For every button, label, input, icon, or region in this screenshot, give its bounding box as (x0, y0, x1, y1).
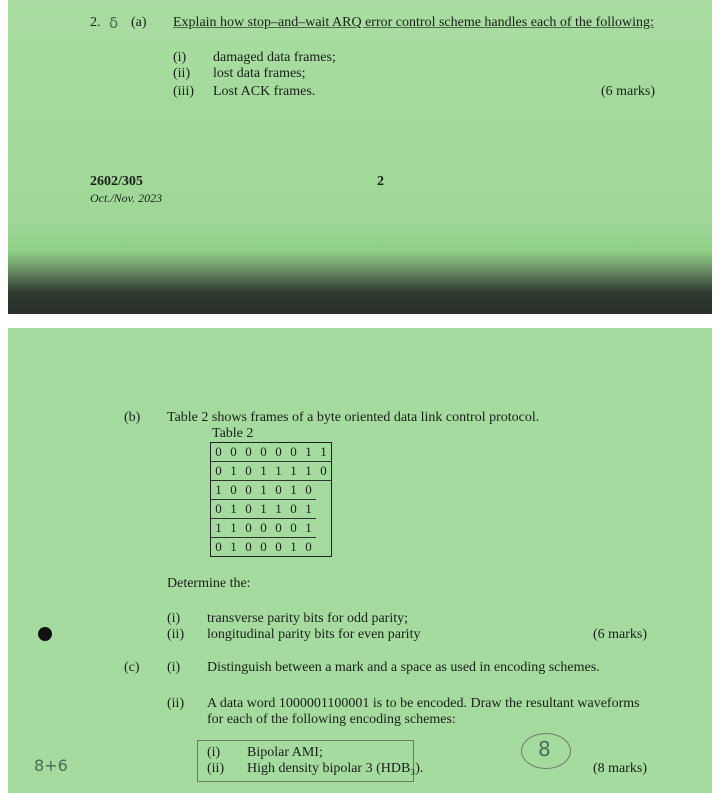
table-cell: 1 (271, 500, 286, 519)
table-cell: 0 (260, 539, 267, 554)
table-cell: 0 (286, 500, 301, 519)
question-number: 2. (90, 15, 101, 30)
part-c-ii-text-line1: A data word 1000001100001 is to be encoded. Draw the resultant waveforms (207, 696, 640, 711)
part-a-item-label: (iii) (173, 84, 194, 99)
part-b-marks: (6 marks) (593, 627, 648, 642)
part-c-marks: (8 marks) (593, 761, 648, 776)
part-a-item-text: damaged data frames; (213, 50, 336, 65)
table-row (211, 500, 332, 519)
table-cell: 1 (211, 519, 227, 538)
table-cell: 1 (286, 481, 301, 500)
part-b-label: (b) (124, 410, 141, 425)
table-cell: 1 (271, 462, 286, 481)
table-cell: 1 (256, 500, 271, 519)
table-cell: 0 (241, 462, 256, 481)
table-cell: 0 (271, 481, 286, 500)
table-cell: 0 (271, 519, 286, 538)
table-cell: 0 (256, 443, 271, 462)
table-cell: 1 (301, 443, 316, 462)
table-cell: 1 (211, 481, 227, 500)
part-c-ii-label: (ii) (167, 696, 185, 711)
table-cell: 0 (286, 443, 301, 462)
part-a-item-label: (ii) (173, 66, 191, 81)
scheme-label: (i) (207, 745, 221, 760)
table-cell: 0 (275, 539, 282, 554)
part-a-item-text: Lost ACK frames. (213, 84, 316, 99)
part-b-item-label: (ii) (167, 627, 185, 642)
handwritten-margin-note: 8+6 (34, 756, 68, 775)
table-cell: 0 (301, 481, 316, 500)
table-cell: 0 (241, 481, 256, 500)
table-cell: 1 (226, 519, 241, 538)
table-cell: 0 (211, 443, 227, 462)
table-cell: 1 (286, 462, 301, 481)
table-row (211, 443, 332, 462)
part-c-label: (c) (124, 660, 140, 675)
part-c-ii-text-line2: for each of the following encoding schemes: (207, 712, 456, 727)
table-cell: 0 (271, 443, 286, 462)
table-cell: 1 (290, 539, 297, 554)
part-c-i-text: Distinguish between a mark and a space as used in encoding schemes. (207, 660, 600, 675)
part-b-text: Table 2 shows frames of a byte oriented data link control protocol. (167, 410, 540, 425)
table-row (211, 462, 332, 481)
scheme-label: (ii) (207, 761, 225, 776)
table-row (211, 481, 332, 500)
table-cell: 0 (316, 462, 332, 481)
table-cell: 0 (241, 443, 256, 462)
table-cell: 0 (241, 519, 256, 538)
part-a-item-label: (i) (173, 50, 187, 65)
table-cell: 1 (230, 539, 237, 554)
exam-date: Oct./Nov. 2023 (90, 191, 163, 205)
determine-text: Determine the: (167, 576, 251, 591)
table-row (211, 519, 332, 538)
scheme-text: High density bipolar 3 (HDB₃). (247, 761, 424, 776)
paper-code: 2602/305 (90, 174, 143, 189)
table-caption: Table 2 (212, 426, 254, 441)
table-cell: 1 (256, 481, 271, 500)
table-cell: 1 (301, 462, 316, 481)
table-cell: 1 (256, 462, 271, 481)
table-cell: 0 (241, 500, 256, 519)
table-cell: 1 (316, 443, 332, 462)
handwritten-circled-score: 8 (538, 737, 551, 761)
part-c-i-label: (i) (167, 660, 181, 675)
table-row (211, 538, 332, 557)
handwritten-mark-top: δ (109, 14, 119, 32)
table-cell: 0 (215, 539, 222, 554)
part-a-item-text: lost data frames; (213, 66, 306, 81)
parity-table (210, 442, 332, 557)
table-cell: 0 (226, 443, 241, 462)
table-cell: 0 (211, 500, 227, 519)
top-page (8, 0, 712, 314)
part-b-item-text: longitudinal parity bits for even parity (207, 627, 421, 642)
table-cell: 1 (301, 519, 316, 538)
table-cell: 0 (245, 539, 252, 554)
table-cell: 0 (305, 539, 312, 554)
part-b-item-text: transverse parity bits for odd parity; (207, 611, 409, 626)
binder-hole-dot (38, 627, 52, 641)
table-cell: 1 (226, 500, 241, 519)
part-a-text: Explain how stop–and–wait ARQ error control scheme handles each of the following: (173, 15, 654, 30)
table-cell: 0 (256, 519, 271, 538)
table-cell: 1 (226, 462, 241, 481)
table-cell: 0 (226, 481, 241, 500)
part-a-marks: (6 marks) (601, 84, 656, 99)
table-cell: 0 (211, 462, 227, 481)
scheme-text: Bipolar AMI; (247, 745, 323, 760)
table-cell: 1 (301, 500, 316, 519)
table-cell: 0 (286, 519, 301, 538)
part-a-label: (a) (131, 15, 147, 30)
page-number: 2 (377, 174, 384, 189)
part-b-item-label: (i) (167, 611, 181, 626)
